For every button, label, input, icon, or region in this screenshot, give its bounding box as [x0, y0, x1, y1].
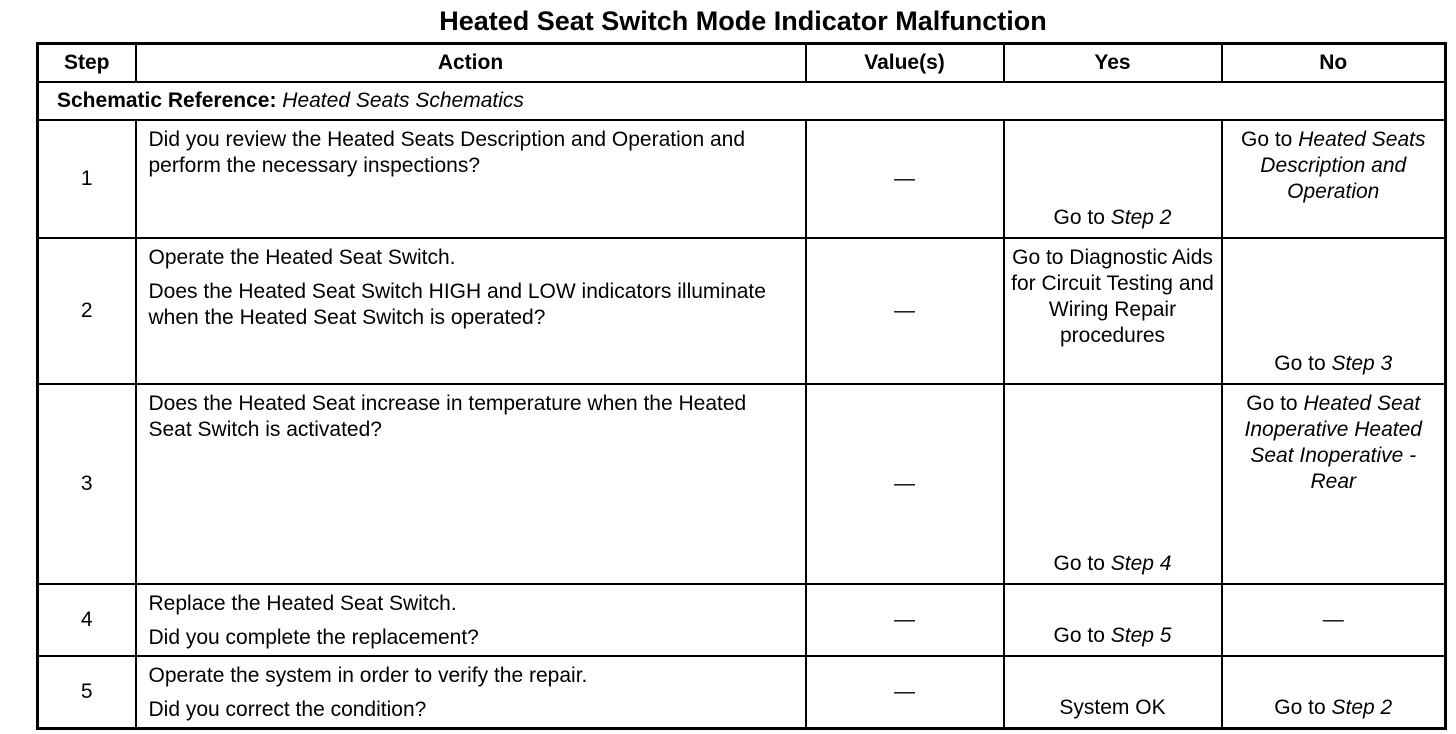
value-cell: —: [806, 656, 1004, 729]
yes-prefix: Go to: [1053, 624, 1105, 647]
yes-prefix: Go to: [1053, 206, 1105, 229]
yes-cell: [1004, 238, 1222, 384]
no-cell: [1222, 238, 1446, 384]
yes-result: [1005, 205, 1221, 231]
no-link[interactable]: Step 2: [1331, 696, 1393, 719]
action-cell: [136, 120, 806, 238]
value-cell: —: [806, 384, 1004, 584]
no-result: [1223, 351, 1445, 377]
yes-link[interactable]: Step 2: [1110, 206, 1172, 229]
header-action: Action: [136, 44, 806, 83]
step-number: 5: [38, 656, 136, 729]
schematic-link[interactable]: Heated Seats Schematics: [282, 89, 524, 112]
schematic-reference: [38, 82, 1446, 120]
no-result: [1223, 127, 1445, 205]
no-cell: [1222, 384, 1446, 584]
header-step: Step: [38, 44, 136, 83]
header-yes: Yes: [1004, 44, 1222, 83]
no-prefix: Go to: [1274, 696, 1326, 719]
yes-prefix: Go to: [1053, 552, 1105, 575]
value-cell: —: [806, 120, 1004, 238]
header-row: [38, 44, 1446, 83]
no-prefix: Go to: [1274, 352, 1326, 375]
action-question: Did you correct the condition?: [148, 698, 427, 721]
value-cell: —: [806, 584, 1004, 656]
action-question: Did you complete the replacement?: [148, 626, 479, 649]
no-link[interactable]: Heated Seat Inoperative Heated Seat Inoperative - Rear: [1244, 392, 1422, 493]
page-title: Heated Seat Switch Mode Indicator Malfunction: [439, 6, 1047, 36]
value-cell: —: [806, 238, 1004, 384]
yes-result: [1005, 623, 1221, 649]
yes-result: [1005, 551, 1221, 577]
yes-cell: [1004, 384, 1222, 584]
no-link[interactable]: Step 3: [1331, 352, 1393, 375]
action-cell: [136, 238, 806, 384]
action-question: Does the Heated Seat Switch HIGH and LOW indicators illuminate when the Heated Seat Switch is operated?: [148, 280, 766, 329]
table-row: [38, 656, 1446, 729]
no-result: —: [1322, 608, 1344, 631]
no-result: [1223, 391, 1445, 495]
schematic-label: Schematic Reference:: [57, 89, 277, 112]
step-number: 3: [38, 384, 136, 584]
yes-result: Go to Diagnostic Aids for Circuit Testing and Wiring Repair procedures: [1011, 246, 1214, 347]
header-values: Value(s): [806, 44, 1004, 83]
schematic-row: [38, 82, 1446, 120]
table-row: [38, 238, 1446, 384]
diagnostic-table: [36, 42, 1447, 730]
no-cell: [1222, 584, 1446, 656]
table-row: [38, 384, 1446, 584]
step-number: 4: [38, 584, 136, 656]
yes-cell: [1004, 584, 1222, 656]
step-number: 1: [38, 120, 136, 238]
yes-link[interactable]: Step 5: [1110, 624, 1172, 647]
table-row: [38, 120, 1446, 238]
no-prefix: Go to: [1241, 128, 1293, 151]
yes-cell: [1004, 120, 1222, 238]
action-text: Operate the system in order to verify the repair.: [148, 664, 588, 687]
yes-cell: [1004, 656, 1222, 729]
no-result: [1223, 695, 1445, 721]
no-cell: [1222, 120, 1446, 238]
action-cell: [136, 656, 806, 729]
action-text: Operate the Heated Seat Switch.: [148, 246, 456, 269]
table-row: [38, 584, 1446, 656]
no-prefix: Go to: [1246, 392, 1298, 415]
step-number: 2: [38, 238, 136, 384]
yes-result: System OK: [1059, 696, 1166, 719]
header-no: No: [1222, 44, 1446, 83]
yes-link[interactable]: Step 4: [1110, 552, 1172, 575]
action-text: Replace the Heated Seat Switch.: [148, 592, 457, 615]
action-text: Did you review the Heated Seats Description and Operation and perform the necessary inspections?: [148, 128, 746, 177]
no-link[interactable]: Heated Seats Description and Operation: [1260, 128, 1426, 203]
action-cell: [136, 584, 806, 656]
action-cell: [136, 384, 806, 584]
action-text: Does the Heated Seat increase in temperature when the Heated Seat Switch is activated?: [148, 392, 747, 441]
no-cell: [1222, 656, 1446, 729]
